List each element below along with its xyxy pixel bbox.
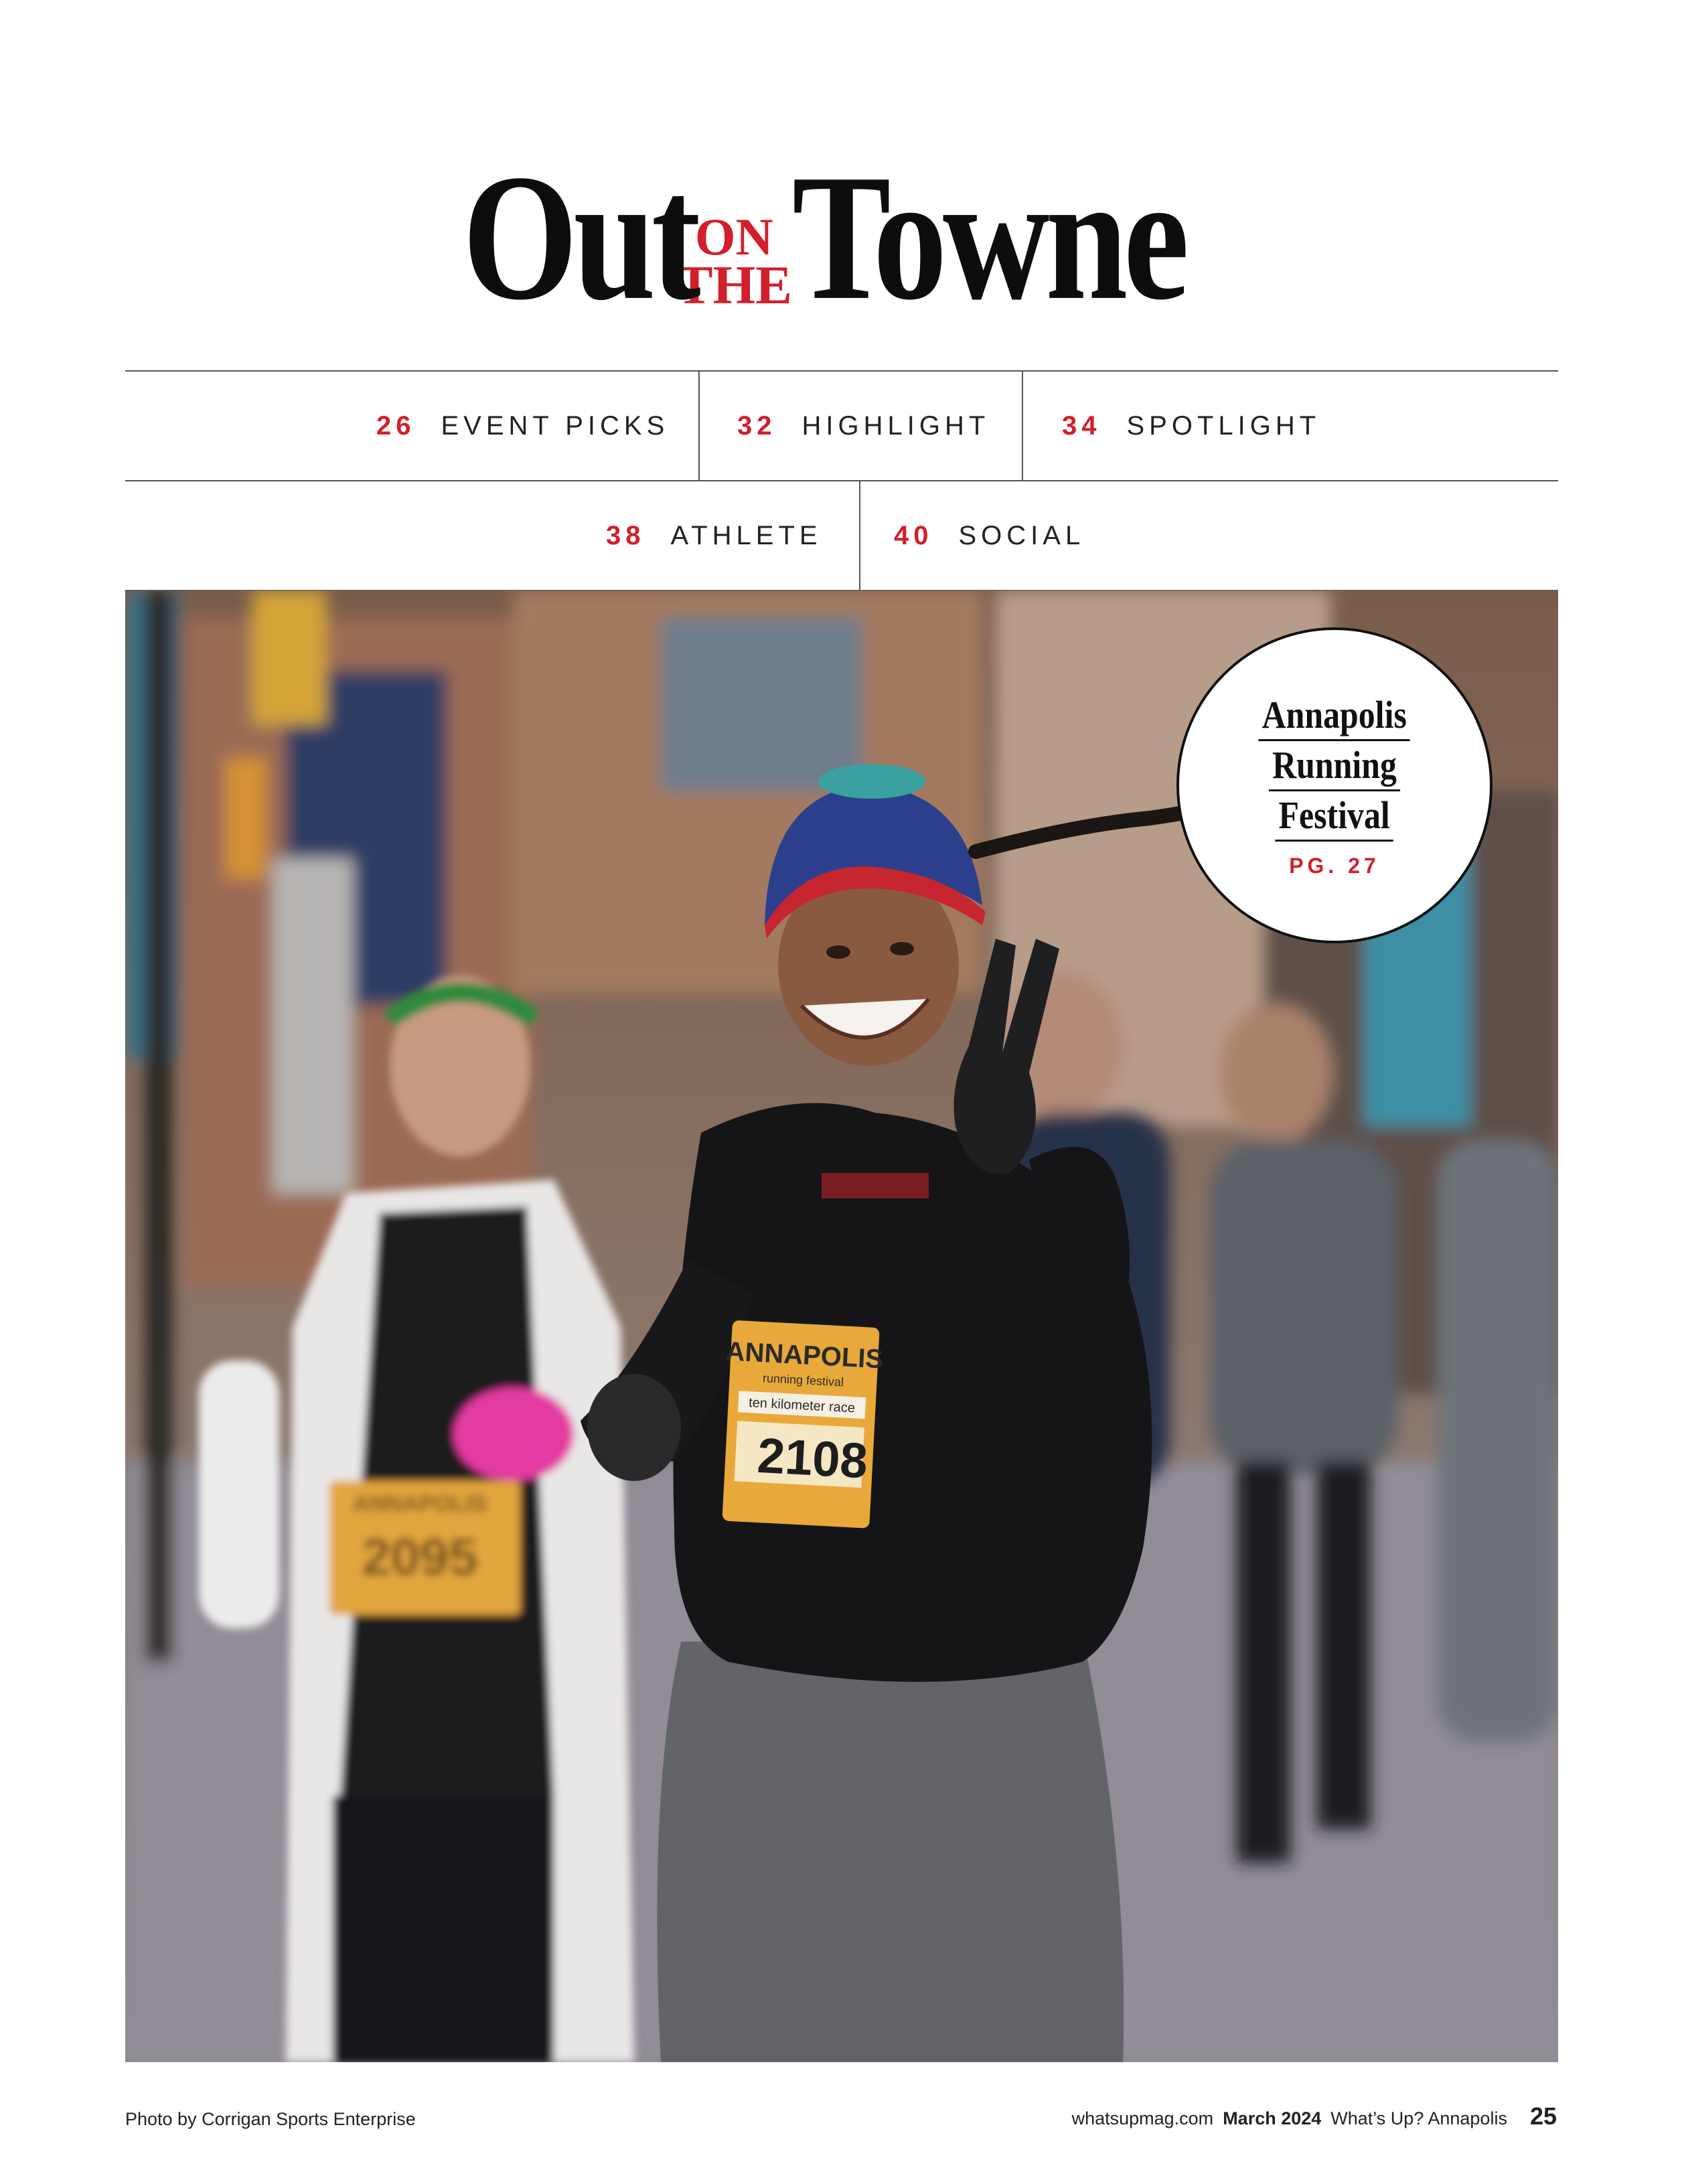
folio [1072,2102,1557,2130]
toc-page-number: 34 [1062,410,1101,441]
toc-item-spotlight[interactable] [1062,372,1320,480]
callout-title-line-2: Running [1269,744,1400,791]
toc-page-number: 26 [376,410,416,441]
toc-page-number: 38 [606,520,645,550]
toc-item-athlete[interactable] [606,481,822,590]
front-bib [717,1320,885,1529]
masthead [0,137,1682,337]
front-bib-event: ten kilometer race [748,1395,856,1416]
toc-item-social[interactable] [894,481,1085,590]
toc-item-highlight[interactable] [737,372,990,480]
callout-title-line-3: Festival [1276,794,1394,842]
masthead-the: THE [676,254,792,315]
front-bib-number: 2108 [756,1427,869,1489]
photo-credit: Photo by Corrigan Sports Enterprise [125,2109,416,2129]
masthead-on: ON [694,208,773,266]
front-bib-race: ANNAPOLIS [724,1336,885,1375]
toc-label: SPOTLIGHT [1126,410,1321,441]
callout-page-ref: PG. 27 [1289,854,1380,878]
folio-issue: March 2024 [1223,2108,1322,2128]
toc-divider [1022,372,1023,480]
front-bib-sub: running festival [762,1371,844,1389]
folio-site: whatsupmag.com [1071,2108,1214,2128]
folio-page-number: 25 [1529,2102,1557,2130]
toc-label: ATHLETE [670,520,822,550]
back-bib-number: 2095 [362,1527,478,1586]
toc-item-event-picks[interactable] [376,372,669,480]
toc-row-2 [125,480,1558,591]
masthead-out: Out [462,137,696,337]
toc-page-number: 32 [737,410,777,441]
folio-magazine: What’s Up? Annapolis [1330,2108,1507,2128]
toc-row-1 [125,370,1558,480]
toc-label: EVENT PICKS [441,410,670,441]
toc-label: SOCIAL [958,520,1085,550]
toc-divider [698,372,700,480]
feature-callout[interactable] [1176,627,1493,943]
toc-divider [859,481,860,590]
back-bib-race: ANNAPOLIS [352,1491,487,1516]
callout-title-line-1: Annapolis [1259,694,1411,741]
masthead-towne: Towne [791,137,1185,337]
toc-page-number: 40 [894,520,933,550]
toc-label: HIGHLIGHT [801,410,990,441]
